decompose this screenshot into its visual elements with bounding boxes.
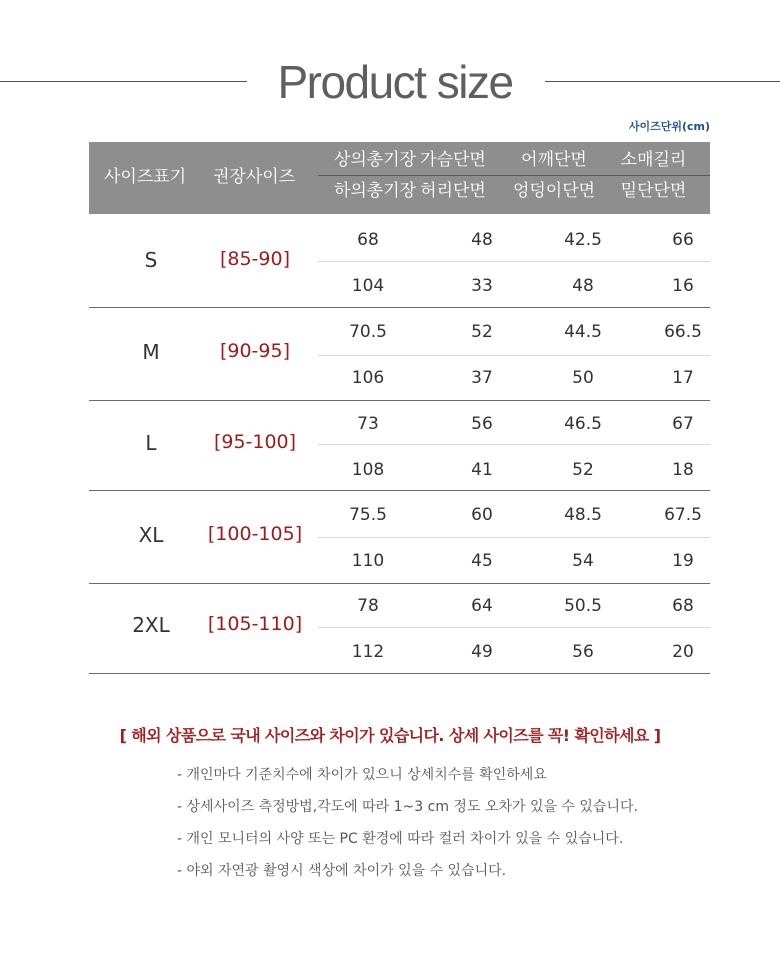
measure-cell: 60 [471,505,493,525]
measure-cell: 70.5 [349,322,387,342]
measure-cell: 16 [672,276,694,296]
measure-cell: 68 [672,596,694,616]
measure-cell: 68 [357,230,379,250]
top-measure-row [318,584,710,628]
measure-cell: 110 [351,551,385,571]
notes-list [177,764,717,892]
size-label: 2XL [132,613,170,637]
measure-cell: 19 [672,551,694,571]
size-group-m [89,308,710,401]
page-title: Product size [277,56,513,108]
recommended-size: [100-105] [207,523,303,545]
recommended-size: [105-110] [207,613,303,635]
measure-cell: 45 [471,551,493,571]
measure-cell: 42.5 [564,230,602,250]
size-table [89,142,710,674]
bottom-measure-row [318,356,710,401]
title-rule-right [545,81,780,82]
measure-cell: 48 [572,276,594,296]
size-label: M [142,340,160,364]
size-group-xl [89,491,710,584]
bottom-measure-row [318,445,710,491]
measure-cell: 67 [672,414,694,434]
size-label: XL [138,523,164,547]
size-label: L [145,431,157,455]
top-measure-row [318,214,710,262]
size-group-2xl [89,584,710,674]
measure-cell: 108 [351,460,385,480]
measure-cell: 17 [672,368,694,388]
measure-cell: 18 [672,460,694,480]
header-sleeve: 소매길리 [620,150,687,170]
header-chest: 가슴단면 [420,150,486,170]
measure-cell: 106 [351,368,385,388]
title-row [0,52,780,112]
recommended-size: [90-95] [219,340,291,362]
measure-cell: 67.5 [664,505,702,525]
measure-cell: 73 [357,414,379,434]
size-label: S [144,248,158,272]
measure-cell: 48.5 [564,505,602,525]
measure-cell: 48 [471,230,493,250]
top-measure-row [318,491,710,538]
top-measure-row [318,308,710,356]
measure-cell: 50 [572,368,594,388]
measure-cell: 66.5 [664,322,702,342]
bottom-measure-row [318,262,710,308]
header-bottom-length: 하의총기장 [333,181,417,201]
measure-cell: 50.5 [564,596,602,616]
measure-cell: 37 [471,368,493,388]
header-shoulder: 어깨단면 [521,150,587,170]
size-group-s [89,214,710,308]
measure-cell: 54 [572,551,594,571]
measure-cell: 56 [471,414,493,434]
measure-cell: 66 [672,230,694,250]
header-hem: 밑단단면 [620,181,687,201]
measure-cell: 104 [351,276,385,296]
bottom-measure-row [318,628,710,674]
measure-cell: 20 [672,642,694,662]
measure-cell: 64 [471,596,493,616]
header-hip: 엉덩이단면 [512,181,596,201]
note-item: - 개인 모니터의 사양 또는 PC 환경에 따라 컬러 차이가 있을 수 있습니다. [177,831,624,847]
bottom-measure-row [318,538,710,584]
measure-cell: 46.5 [564,414,602,434]
note-item: - 개인마다 기준치수에 차이가 있으니 상세치수를 확인하세요 [177,767,547,783]
measure-cell: 75.5 [349,505,387,525]
measure-cell: 33 [471,276,493,296]
table-header [89,142,710,214]
header-waist: 허리단면 [420,181,486,201]
header-divider [318,175,710,176]
size-notice: [ 해외 상품으로 국내 사이즈와 차이가 있습니다. 상세 사이즈를 꼭! 확인하세요 ] [119,726,661,745]
recommended-size: [95-100] [213,431,297,453]
note-item: - 야외 자연광 촬영시 색상에 차이가 있을 수 있습니다. [177,863,507,879]
measure-cell: 56 [572,642,594,662]
measure-cell: 52 [572,460,594,480]
measure-cell: 52 [471,322,493,342]
header-size-label: 사이즈표기 [104,167,187,187]
header-top-length: 상의총기장 [333,150,417,170]
recommended-size: [85-90] [219,248,291,270]
measure-cell: 49 [471,642,493,662]
measure-cell: 78 [357,596,379,616]
measure-cell: 112 [351,642,385,662]
note-item: - 상세사이즈 측정방법,각도에 따라 1~3 cm 정도 오차가 있을 수 있습니다. [177,799,638,815]
measure-cell: 44.5 [564,322,602,342]
size-group-l [89,401,710,491]
measure-cell: 41 [471,460,493,480]
top-measure-row [318,401,710,445]
unit-label: 사이즈단위(cm) [628,120,710,133]
title-rule-left [0,81,247,82]
header-recommended-label: 권장사이즈 [213,167,296,187]
